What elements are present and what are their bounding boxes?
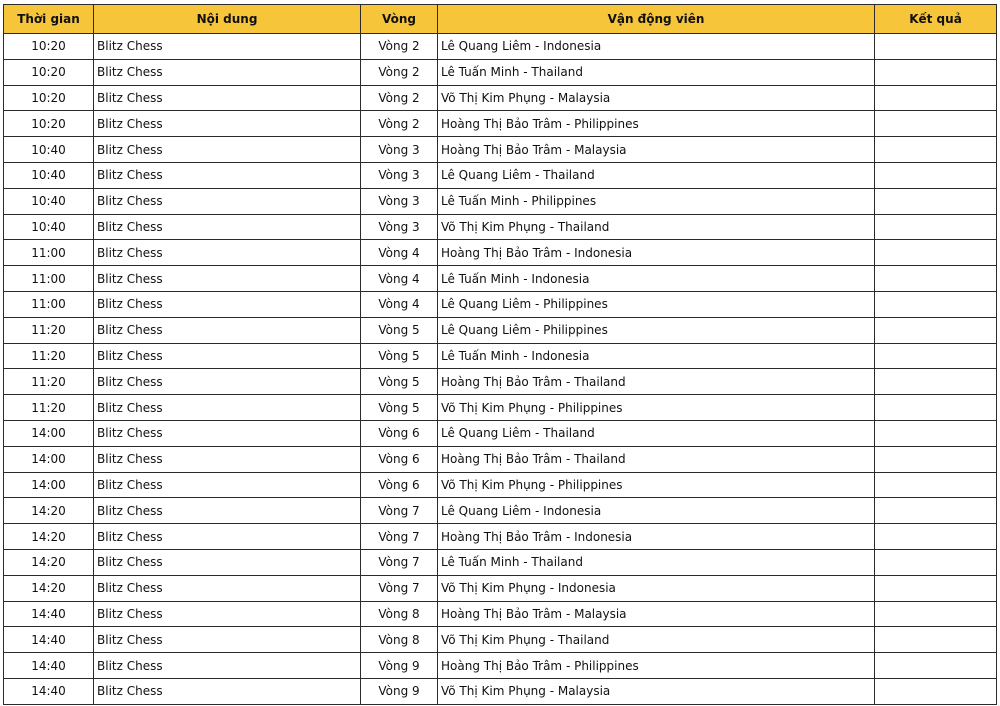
schedule-table [3, 4, 997, 705]
content-cell: Blitz Chess [94, 34, 361, 60]
header-content: Nội dung [94, 5, 361, 34]
content-cell: Blitz Chess [94, 653, 361, 679]
result-cell [875, 678, 997, 704]
result-cell [875, 317, 997, 343]
table-row [4, 524, 997, 550]
round-cell: Vòng 3 [361, 214, 438, 240]
table-row [4, 653, 997, 679]
time-cell: 10:20 [4, 111, 94, 137]
round-cell: Vòng 7 [361, 498, 438, 524]
table-body [4, 34, 997, 705]
time-cell: 10:20 [4, 34, 94, 60]
athlete-cell: Võ Thị Kim Phụng - Thailand [438, 627, 875, 653]
content-cell: Blitz Chess [94, 549, 361, 575]
table-row [4, 188, 997, 214]
result-cell [875, 472, 997, 498]
round-cell: Vòng 3 [361, 188, 438, 214]
time-cell: 11:00 [4, 291, 94, 317]
time-cell: 11:20 [4, 317, 94, 343]
athlete-cell: Võ Thị Kim Phụng - Thailand [438, 214, 875, 240]
athlete-cell: Lê Tuấn Minh - Thailand [438, 59, 875, 85]
time-cell: 14:40 [4, 678, 94, 704]
table-row [4, 214, 997, 240]
round-cell: Vòng 4 [361, 266, 438, 292]
round-cell: Vòng 6 [361, 420, 438, 446]
round-cell: Vòng 2 [361, 85, 438, 111]
round-cell: Vòng 9 [361, 653, 438, 679]
content-cell: Blitz Chess [94, 59, 361, 85]
time-cell: 11:20 [4, 369, 94, 395]
time-cell: 10:40 [4, 214, 94, 240]
header-result: Kết quả [875, 5, 997, 34]
athlete-cell: Hoàng Thị Bảo Trâm - Malaysia [438, 601, 875, 627]
table-row [4, 266, 997, 292]
table-row [4, 498, 997, 524]
athlete-cell: Võ Thị Kim Phụng - Malaysia [438, 678, 875, 704]
content-cell: Blitz Chess [94, 524, 361, 550]
athlete-cell: Lê Quang Liêm - Thailand [438, 162, 875, 188]
round-cell: Vòng 7 [361, 549, 438, 575]
content-cell: Blitz Chess [94, 317, 361, 343]
content-cell: Blitz Chess [94, 266, 361, 292]
athlete-cell: Võ Thị Kim Phụng - Philippines [438, 472, 875, 498]
athlete-cell: Võ Thị Kim Phụng - Malaysia [438, 85, 875, 111]
table-row [4, 678, 997, 704]
table-row [4, 472, 997, 498]
table-row [4, 627, 997, 653]
athlete-cell: Võ Thị Kim Phụng - Philippines [438, 395, 875, 421]
time-cell: 10:40 [4, 188, 94, 214]
time-cell: 11:20 [4, 343, 94, 369]
content-cell: Blitz Chess [94, 472, 361, 498]
table-row [4, 601, 997, 627]
athlete-cell: Lê Tuấn Minh - Thailand [438, 549, 875, 575]
athlete-cell: Lê Tuấn Minh - Indonesia [438, 343, 875, 369]
athlete-cell: Lê Tuấn Minh - Indonesia [438, 266, 875, 292]
athlete-cell: Hoàng Thị Bảo Trâm - Malaysia [438, 137, 875, 163]
content-cell: Blitz Chess [94, 343, 361, 369]
content-cell: Blitz Chess [94, 498, 361, 524]
round-cell: Vòng 2 [361, 59, 438, 85]
table-row [4, 317, 997, 343]
content-cell: Blitz Chess [94, 395, 361, 421]
round-cell: Vòng 4 [361, 240, 438, 266]
time-cell: 14:40 [4, 601, 94, 627]
round-cell: Vòng 5 [361, 369, 438, 395]
result-cell [875, 369, 997, 395]
time-cell: 14:20 [4, 498, 94, 524]
table-row [4, 395, 997, 421]
header-time: Thời gian [4, 5, 94, 34]
round-cell: Vòng 8 [361, 627, 438, 653]
round-cell: Vòng 6 [361, 472, 438, 498]
time-cell: 14:40 [4, 627, 94, 653]
result-cell [875, 188, 997, 214]
content-cell: Blitz Chess [94, 575, 361, 601]
content-cell: Blitz Chess [94, 111, 361, 137]
content-cell: Blitz Chess [94, 137, 361, 163]
table-row [4, 343, 997, 369]
time-cell: 14:00 [4, 472, 94, 498]
content-cell: Blitz Chess [94, 446, 361, 472]
time-cell: 14:00 [4, 420, 94, 446]
result-cell [875, 240, 997, 266]
content-cell: Blitz Chess [94, 85, 361, 111]
round-cell: Vòng 5 [361, 317, 438, 343]
athlete-cell: Hoàng Thị Bảo Trâm - Philippines [438, 111, 875, 137]
athlete-cell: Lê Quang Liêm - Indonesia [438, 498, 875, 524]
time-cell: 11:00 [4, 240, 94, 266]
athlete-cell: Hoàng Thị Bảo Trâm - Thailand [438, 369, 875, 395]
table-row [4, 34, 997, 60]
content-cell: Blitz Chess [94, 162, 361, 188]
round-cell: Vòng 3 [361, 162, 438, 188]
result-cell [875, 214, 997, 240]
result-cell [875, 575, 997, 601]
time-cell: 14:40 [4, 653, 94, 679]
header-row [4, 5, 997, 34]
result-cell [875, 59, 997, 85]
result-cell [875, 111, 997, 137]
header-athlete: Vận động viên [438, 5, 875, 34]
time-cell: 14:20 [4, 524, 94, 550]
result-cell [875, 395, 997, 421]
athlete-cell: Võ Thị Kim Phụng - Indonesia [438, 575, 875, 601]
time-cell: 10:40 [4, 162, 94, 188]
athlete-cell: Hoàng Thị Bảo Trâm - Indonesia [438, 240, 875, 266]
round-cell: Vòng 5 [361, 343, 438, 369]
result-cell [875, 627, 997, 653]
table-row [4, 240, 997, 266]
athlete-cell: Lê Quang Liêm - Indonesia [438, 34, 875, 60]
time-cell: 11:00 [4, 266, 94, 292]
content-cell: Blitz Chess [94, 188, 361, 214]
athlete-cell: Hoàng Thị Bảo Trâm - Thailand [438, 446, 875, 472]
table-row [4, 420, 997, 446]
table-header [4, 5, 997, 34]
athlete-cell: Lê Quang Liêm - Philippines [438, 317, 875, 343]
table-row [4, 137, 997, 163]
time-cell: 10:20 [4, 59, 94, 85]
round-cell: Vòng 4 [361, 291, 438, 317]
content-cell: Blitz Chess [94, 369, 361, 395]
time-cell: 11:20 [4, 395, 94, 421]
table-row [4, 549, 997, 575]
round-cell: Vòng 5 [361, 395, 438, 421]
time-cell: 14:00 [4, 446, 94, 472]
round-cell: Vòng 3 [361, 137, 438, 163]
table-row [4, 59, 997, 85]
round-cell: Vòng 2 [361, 34, 438, 60]
result-cell [875, 343, 997, 369]
round-cell: Vòng 7 [361, 524, 438, 550]
result-cell [875, 498, 997, 524]
round-cell: Vòng 2 [361, 111, 438, 137]
result-cell [875, 162, 997, 188]
result-cell [875, 601, 997, 627]
content-cell: Blitz Chess [94, 240, 361, 266]
time-cell: 10:20 [4, 85, 94, 111]
result-cell [875, 266, 997, 292]
content-cell: Blitz Chess [94, 214, 361, 240]
result-cell [875, 524, 997, 550]
header-round: Vòng [361, 5, 438, 34]
table-row [4, 369, 997, 395]
athlete-cell: Lê Quang Liêm - Thailand [438, 420, 875, 446]
content-cell: Blitz Chess [94, 627, 361, 653]
result-cell [875, 34, 997, 60]
content-cell: Blitz Chess [94, 678, 361, 704]
round-cell: Vòng 9 [361, 678, 438, 704]
time-cell: 10:40 [4, 137, 94, 163]
athlete-cell: Hoàng Thị Bảo Trâm - Philippines [438, 653, 875, 679]
result-cell [875, 85, 997, 111]
table-row [4, 575, 997, 601]
content-cell: Blitz Chess [94, 291, 361, 317]
table-row [4, 162, 997, 188]
time-cell: 14:20 [4, 575, 94, 601]
result-cell [875, 420, 997, 446]
table-row [4, 85, 997, 111]
table-row [4, 111, 997, 137]
table-row [4, 291, 997, 317]
time-cell: 14:20 [4, 549, 94, 575]
round-cell: Vòng 8 [361, 601, 438, 627]
athlete-cell: Hoàng Thị Bảo Trâm - Indonesia [438, 524, 875, 550]
athlete-cell: Lê Tuấn Minh - Philippines [438, 188, 875, 214]
content-cell: Blitz Chess [94, 420, 361, 446]
result-cell [875, 549, 997, 575]
result-cell [875, 137, 997, 163]
table-row [4, 446, 997, 472]
content-cell: Blitz Chess [94, 601, 361, 627]
round-cell: Vòng 6 [361, 446, 438, 472]
result-cell [875, 653, 997, 679]
round-cell: Vòng 7 [361, 575, 438, 601]
athlete-cell: Lê Quang Liêm - Philippines [438, 291, 875, 317]
result-cell [875, 291, 997, 317]
result-cell [875, 446, 997, 472]
